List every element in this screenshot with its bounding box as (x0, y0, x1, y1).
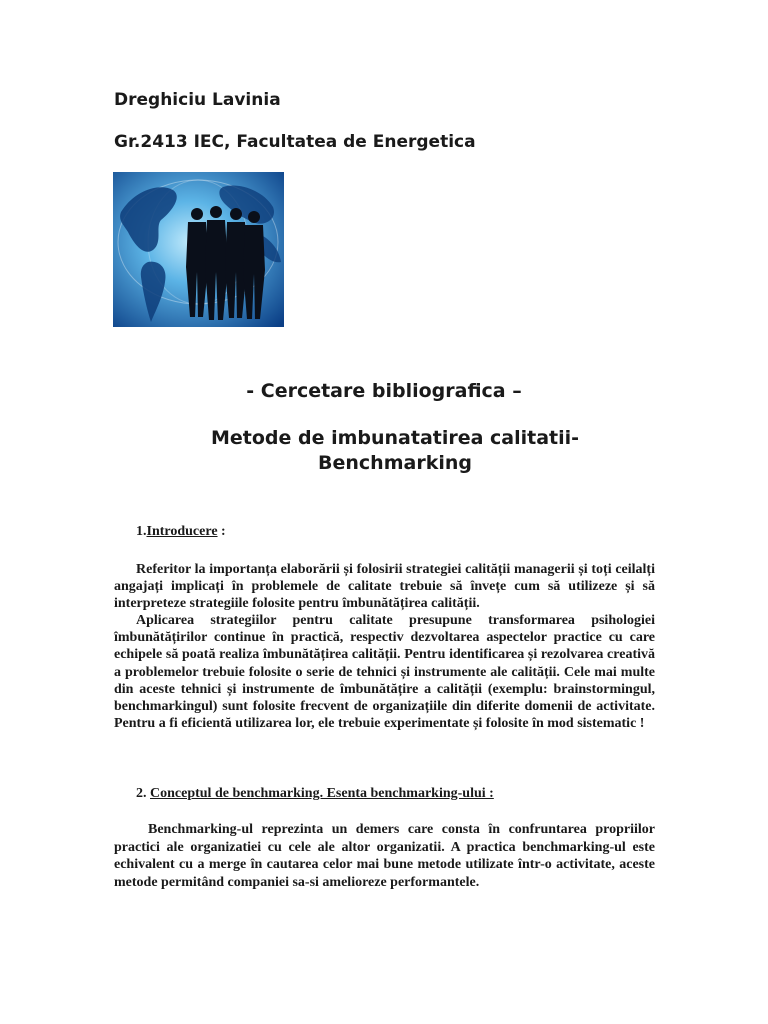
subtitle-heading: - Cercetare bibliografica – (246, 380, 522, 402)
paragraph-benchmarking: Benchmarking-ul reprezinta un demers care consta în confruntarea propriilor practici ale organizatiei cu cele ale altor organizatii. A practica benchmarking-ul este echivalent cu a merge în cautarea celor mai bune metode utilizate într-o activitate, aceste metode permitând companiei sa-si amelioreze performantele. (114, 822, 655, 890)
section-title: Introducere (146, 524, 218, 539)
document-title: Metode de imbunatatirea calitatii- Benchmarking (210, 427, 580, 474)
section-title: Conceptul de benchmarking. Esenta benchmarking-ului : (150, 786, 494, 801)
author-name: Dreghiciu Lavinia (114, 90, 281, 110)
globe-silhouettes-illustration (113, 172, 284, 327)
section-heading-introducere (136, 524, 226, 540)
section-number: 1. (136, 524, 147, 539)
paragraph-intro-1: Referitor la importanța elaborării și folosirii strategiei calității managerii și toți ceilalți angajați implicați în problemele de calitate trebuie să învețe cum să utilizeze și să interpreteze strategiile folosite pentru îmbunătățirea calității. (114, 562, 655, 612)
section-heading-concept (136, 786, 494, 802)
section-number: 2. (136, 786, 150, 801)
author-group: Gr.2413 IEC, Facultatea de Energetica (114, 132, 476, 152)
paragraph-intro-2: Aplicarea strategiilor pentru calitate presupune transformarea psihologiei îmbunătățirilor continue în practică, respectiv dezvoltarea aspectelor practice cu care echipele să poată realiza îmbunătățirea calității. Pentru identificarea și rezolvarea creativă a problemelor trebuie folosite o serie de tehnici și instrumente ale calității. Cele mai multe din aceste tehnici și instrumente de îmbunătățire a calității (exemplu: brainstormingul, benchmarkingul) sunt folosite frecvent de organizațiile din diferite domenii de activitate. Pentru a fi eficientă utilizarea lor, ele trebuie experimentate și folosite în mod sistematic ! (114, 613, 655, 732)
section-suffix: : (217, 524, 226, 539)
business-team-image (113, 172, 284, 327)
